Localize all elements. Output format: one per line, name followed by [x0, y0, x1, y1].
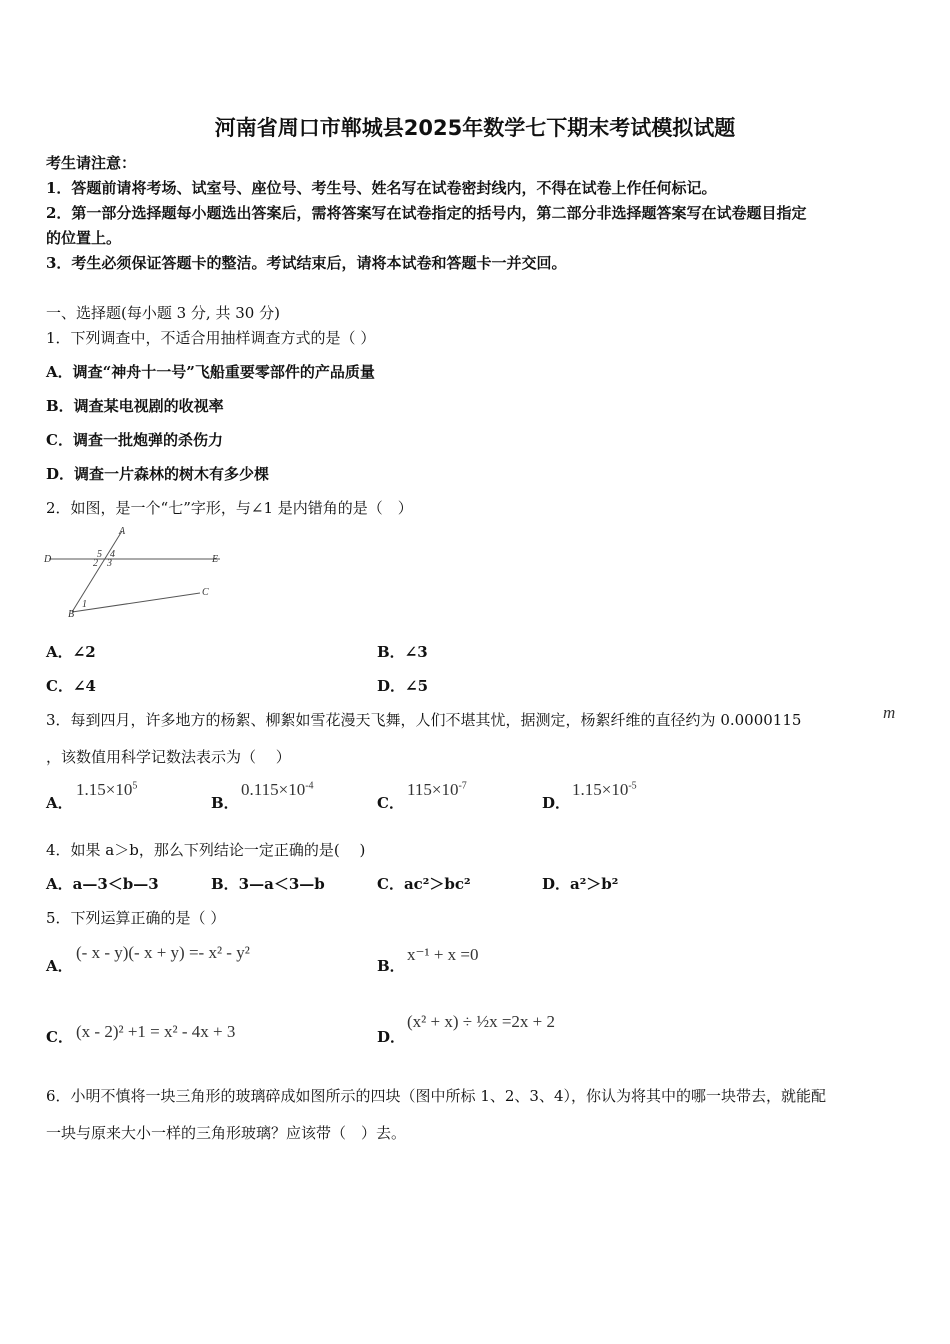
label-b: B — [68, 609, 75, 620]
question-5-option-d-letter: D． — [377, 1028, 406, 1046]
notice-item-2-cont: 的位置上。 — [46, 229, 122, 247]
question-2-option-a: A．∠2 — [46, 643, 96, 661]
question-2-option-c: C．∠4 — [46, 677, 96, 695]
label-angle-5: 5 — [97, 549, 102, 560]
label-a: A — [119, 526, 126, 537]
question-3-option-c-expr: $115\times 10^{-7}$ — [407, 780, 467, 799]
question-1-stem: 1．下列调查中，不适合用抽样调查方式的是（ ） — [46, 329, 376, 347]
question-5-option-b-expr: x⁻¹ + x =0 — [407, 945, 479, 964]
label-c: C — [202, 587, 209, 598]
question-3-stem-cont: ，该数值用科学记数法表示为（ ） — [46, 748, 291, 766]
seven-shape-figure — [42, 525, 232, 620]
question-5-option-c-letter: C． — [46, 1028, 73, 1046]
question-1-option-d: D．调查一片森林的树木有多少棵 — [46, 465, 270, 483]
label-angle-1: 1 — [82, 599, 87, 610]
question-3-option-d-expr: $1.15\times 10^{-5}$ — [572, 780, 637, 799]
question-4-stem: 4．如果 a＞b，那么下列结论一定正确的是( ) — [46, 841, 366, 859]
question-2-stem: 2．如图，是一个“七”字形，与∠1 是内错角的是（ ） — [46, 499, 413, 517]
label-angle-4: 4 — [110, 549, 115, 560]
question-3-unit: m — [883, 703, 896, 722]
question-2-option-b: B．∠3 — [377, 643, 428, 661]
question-5-option-b-letter: B． — [377, 957, 405, 975]
notice-item-1: 1．答题前请将考场、试室号、座位号、考生号、姓名写在试卷密封线内，不得在试卷上作任何标记。 — [46, 179, 717, 197]
question-5-option-a-letter: A． — [46, 957, 73, 975]
question-6-stem-line-2: 一块与原来大小一样的三角形玻璃？应该带（ ）去。 — [46, 1124, 407, 1142]
question-4-option-b: B．3—a＜3—b — [211, 875, 325, 893]
question-3-option-b-letter: B． — [211, 794, 239, 812]
notice-heading: 考生请注意： — [46, 154, 137, 172]
question-4-option-a: A．a—3＜b—3 — [46, 875, 159, 893]
question-3-option-b-expr: $0.115\times 10^{-4}$ — [241, 780, 314, 799]
notice-item-3: 3．考生必须保证答题卡的整洁。考试结束后，请将本试卷和答题卡一并交回。 — [46, 254, 567, 272]
question-3-stem: 3．每到四月，许多地方的杨絮、柳絮如雪花漫天飞舞，人们不堪其忧，据测定，杨絮纤维的直径约为 0.0000115 — [46, 711, 802, 729]
line-ab — [72, 531, 122, 612]
question-5-option-d-expr: (x² + x) ÷ ½x =2x + 2 — [407, 1012, 556, 1031]
question-2-option-d: D．∠5 — [377, 677, 429, 695]
question-3-option-a-expr: $1.15\times 10^5$ — [76, 780, 138, 799]
label-e: E — [212, 554, 219, 565]
question-3-option-c-letter: C． — [377, 794, 404, 812]
question-3-option-a-letter: A． — [46, 794, 73, 812]
question-5-stem: 5．下列运算正确的是（ ） — [46, 909, 226, 927]
question-1-option-c: C．调查一批炮弹的杀伤力 — [46, 431, 223, 449]
label-angle-2: 2 — [93, 558, 98, 569]
question-3-option-d-letter: D． — [542, 794, 571, 812]
question-5-option-a-expr: (- x - y)(- x + y) =- x² - y² — [76, 943, 250, 962]
label-angle-3: 3 — [107, 558, 112, 569]
question-1-option-a: A．调查“神舟十一号”飞船重要零部件的产品质量 — [46, 363, 375, 381]
question-1-option-b: B．调查某电视剧的收视率 — [46, 397, 224, 415]
notice-item-2: 2．第一部分选择题每小题选出答案后，需将答案写在试卷指定的括号内，第二部分非选择题答案写在试卷题目指定 — [46, 204, 807, 222]
question-5-option-c-expr: (x - 2)² +1 = x² - 4x + 3 — [76, 1022, 236, 1041]
label-d: D — [44, 554, 52, 565]
question-4-option-c: C．ac²＞bc² — [377, 875, 471, 893]
question-6-stem-line-1: 6．小明不慎将一块三角形的玻璃碎成如图所示的四块（图中所标 1、2、3、4），你认为将其中的哪一块带去，就能配 — [46, 1087, 826, 1105]
section-heading: 一、选择题(每小题 3 分, 共 30 分) — [46, 304, 280, 322]
line-bc — [72, 593, 200, 612]
page-title: 河南省周口市郸城县2025年数学七下期末考试模拟试题 — [214, 116, 736, 140]
question-4-option-d: D．a²＞b² — [542, 875, 619, 893]
